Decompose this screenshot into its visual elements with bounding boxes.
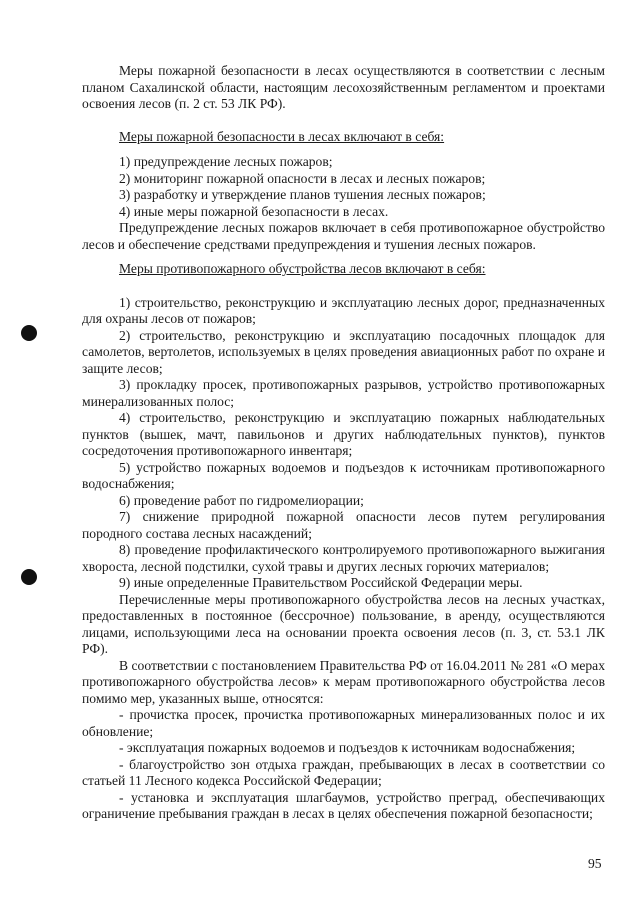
page-number: 95 — [588, 856, 602, 871]
paragraph: Предупреждение лесных пожаров включает в себя противопожарное обустройство лесов и обеспечение средствами предупреждения и тушения лесных пожаров. — [82, 220, 605, 252]
list-item: 6) проведение работ по гидромелиорации; — [119, 492, 364, 508]
list-item: 4) строительство, реконструкцию и эксплуатацию пожарных наблюдательных пунктов (вышек, мачт, павильонов и других наблюдательных пунктов), пунктов сосредоточения противопожарного инвентаря; — [82, 410, 605, 458]
list-item: - благоустройство зон отдыха граждан, пребывающих в лесах в соответствии со статьей 11 Лесного кодекса Российской Федерации; — [82, 756, 605, 788]
list-item: 3) разработку и утверждение планов тушения лесных пожаров; — [119, 187, 486, 202]
list-item: 1) строительство, реконструкцию и эксплуатацию лесных дорог, предназначенных для охраны лесов от пожаров; — [82, 294, 605, 326]
list-item: 3) прокладку просек, противопожарных разрывов, устройство противопожарных минерализованных полос; — [82, 377, 605, 409]
document-body — [82, 63, 605, 823]
list-item: - эксплуатация пожарных водоемов и подъездов к источникам водоснабжения; — [119, 740, 576, 755]
list-item: 2) мониторинг пожарной опасности в лесах и лесных пожаров; — [119, 170, 486, 186]
intro-paragraph: Меры пожарной безопасности в лесах осуществляются в соответствии с лесным планом Сахалинской области, настоящим лесохозяйственным регламентом и проектами освоения лесов (п. 2 ст. 53 ЛК РФ). — [82, 63, 605, 111]
list-item: 4) иные меры пожарной безопасности в лесах. — [119, 203, 389, 219]
punch-hole — [21, 325, 37, 341]
list-item: 8) проведение профилактического контролируемого противопожарного выжигания хвороста, лесной подстилки, сухой травы и других лесных горючих материалов; — [82, 542, 605, 574]
paragraph: В соответствии с постановлением Правительства РФ от 16.04.2011 № 281 «О мерах противопожарного обустройства лесов» к мерам противопожарного обустройства лесов помимо мер, указанных выше, относятся: — [82, 657, 605, 706]
list-item: 7) снижение природной пожарной опасности лесов путем регулирования породного состава лесных насаждений; — [82, 509, 605, 541]
list-item: 2) строительство, реконструкцию и эксплуатацию посадочных площадок для самолетов, вертолетов, используемых в целях проведения авиационных работ по охране и защите лесов; — [82, 327, 605, 376]
list-item: - установка и эксплуатация шлагбаумов, устройство преград, обеспечивающих ограничение пребывания граждан в лесах в целях обеспечения пожарной безопасности; — [82, 789, 605, 821]
punch-hole — [21, 569, 37, 585]
section-heading: Меры пожарной безопасности в лесах включают в себя: — [119, 128, 445, 144]
list-item: - прочистка просек, прочистка противопожарных минерализованных полос и их обновление; — [82, 707, 605, 739]
section-heading: Меры противопожарного обустройства лесов включают в себя: — [119, 261, 486, 276]
list-item: 9) иные определенные Правительством Российской Федерации меры. — [119, 575, 523, 590]
list-item: 5) устройство пожарных водоемов и подъездов к источникам противопожарного водоснабжения; — [82, 459, 605, 491]
list-item: 1) предупреждение лесных пожаров; — [119, 154, 333, 169]
paragraph: Перечисленные меры противопожарного обустройства лесов на лесных участках, предоставленных в постоянное (бессрочное) пользование, в аренду, осуществляются лицами, использующими леса на основании проекта освоения лесов (п. 3, ст. 53.1 ЛК РФ). — [82, 591, 605, 656]
